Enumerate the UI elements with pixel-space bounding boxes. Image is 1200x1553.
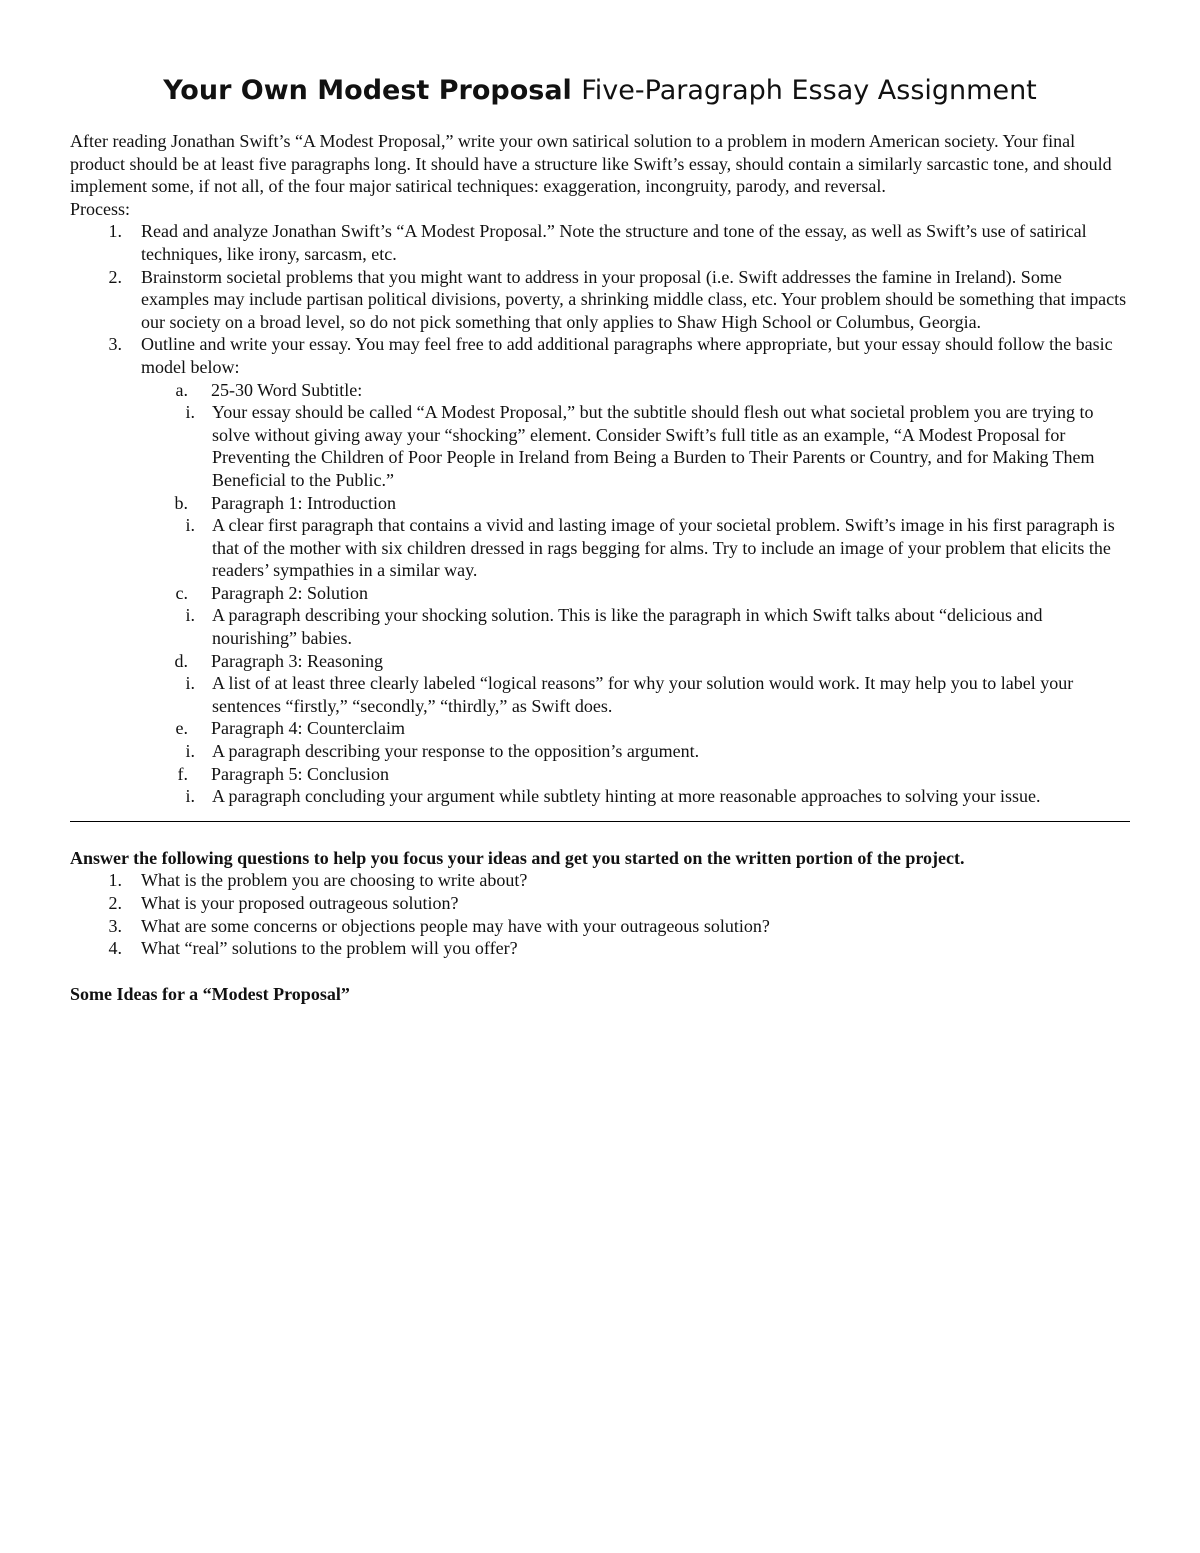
model-label: Paragraph 1: Introduction <box>211 492 396 513</box>
list-marker: d. <box>174 650 188 671</box>
section-divider <box>70 821 1130 822</box>
list-marker: f. <box>177 763 188 784</box>
ideas-heading: Some Ideas for a “Modest Proposal” <box>70 983 350 1004</box>
step-text: Read and analyze Jonathan Swift’s “A Modest Proposal.” Note the structure and tone of the essay, as well as Swift’s use of satirical techniques, like irony, sarcasm, etc. <box>141 221 1087 264</box>
model-detail-list <box>140 785 1130 808</box>
process-label: Process: <box>70 198 130 219</box>
detail-text: A paragraph describing your shocking solution. This is like the paragraph in which Swift talks about “delicious and nourishing” babies. <box>212 605 1043 649</box>
detail-text: A paragraph concluding your argument while subtlety hinting at more reasonable approaches to solving your issue. <box>212 786 1041 807</box>
list-marker: 3. <box>108 334 122 355</box>
list-marker: e. <box>175 718 188 739</box>
process-step <box>70 220 1130 265</box>
list-marker: i. <box>185 515 195 536</box>
model-item <box>140 379 1130 402</box>
detail-text: A paragraph describing your response to the opposition’s argument. <box>212 741 700 762</box>
question-text: What is your proposed outrageous solution? <box>141 893 459 913</box>
list-marker: i. <box>185 402 195 423</box>
intro-paragraph: After reading Jonathan Swift’s “A Modest Proposal,” write your own satirical solution to a problem in modern American society. Your final product should be at least five paragraphs long. It should have a structure like Swift’s essay, should contain a similarly sarcastic tone, and should implement some, if not all, of the four major satirical techniques: exaggeration, incongruity, parody, and reversal. <box>70 131 1112 197</box>
model-detail-list <box>140 740 1130 763</box>
model-item <box>140 763 1130 786</box>
question-text: What are some concerns or objections people may have with your outrageous solution? <box>141 915 770 936</box>
question-item <box>70 915 1130 938</box>
model-detail <box>140 604 1130 649</box>
process-step <box>70 266 1130 334</box>
model-detail <box>140 740 1130 763</box>
list-marker: 4. <box>108 938 122 959</box>
list-marker: 1. <box>108 221 122 242</box>
assignment-page <box>70 74 1130 1005</box>
title-bold: Your Own Modest Proposal <box>163 75 572 106</box>
essay-model-list <box>140 379 1130 808</box>
model-item <box>140 492 1130 515</box>
detail-text: A clear first paragraph that contains a vivid and lasting image of your societal problem. Swift’s image in his first paragraph is that of the mother with six children dressed in rags begging for alms. Try to include an image of your problem that elicits the readers’ sympathies in a similar way. <box>212 515 1115 581</box>
model-item <box>140 650 1130 673</box>
model-label: Paragraph 4: Counterclaim <box>211 718 405 739</box>
question-text: What is the problem you are choosing to write about? <box>141 870 528 891</box>
list-marker: c. <box>175 582 188 603</box>
title-subtitle: Five-Paragraph Essay Assignment <box>581 75 1037 106</box>
model-detail <box>140 785 1130 808</box>
list-marker: b. <box>174 492 188 513</box>
questions-heading: Answer the following questions to help you focus your ideas and get you started on the written portion of the project. <box>70 847 965 868</box>
model-label: 25-30 Word Subtitle: <box>211 379 363 400</box>
model-label: Paragraph 2: Solution <box>211 582 368 603</box>
model-item <box>140 717 1130 740</box>
model-detail <box>140 514 1130 582</box>
step-text: Outline and write your essay. You may feel free to add additional paragraphs where appropriate, but your essay should follow the basic model below: <box>141 334 1113 377</box>
question-item <box>70 869 1130 892</box>
detail-text: Your essay should be called “A Modest Proposal,” but the subtitle should flesh out what societal problem you are trying to solve without giving away your “shocking” element. Consider Swift’s full title as an example, “A Modest Proposal for Preventing the Children of Poor People in Ireland from Being a Burden to Their Parents or Country, and for Making Them Beneficial to the Public.” <box>212 402 1095 490</box>
model-label: Paragraph 3: Reasoning <box>211 650 383 671</box>
model-detail <box>140 672 1130 717</box>
list-marker: 2. <box>108 266 122 287</box>
list-marker: 3. <box>108 915 122 936</box>
question-text: What “real” solutions to the problem will you offer? <box>141 938 518 959</box>
step-text: Brainstorm societal problems that you might want to address in your proposal (i.e. Swift addresses the famine in Ireland). Some examples may include partisan political divisions, poverty, a shrinking middle class, etc. Your problem should be something that impacts our society on a broad level, so do not pick something that only applies to Shaw High School or Columbus, Georgia. <box>141 266 1127 332</box>
question-item <box>70 892 1130 915</box>
question-item <box>70 937 1130 960</box>
model-detail-list <box>140 514 1130 582</box>
list-marker: i. <box>185 673 195 694</box>
list-marker: 1. <box>108 870 122 891</box>
process-list <box>70 220 1130 807</box>
list-marker: a. <box>175 379 188 400</box>
model-detail-list <box>140 401 1130 491</box>
model-item <box>140 582 1130 605</box>
page-title <box>70 74 1130 108</box>
list-marker: 2. <box>108 893 122 913</box>
questions-list <box>70 869 1130 959</box>
model-detail <box>140 401 1130 491</box>
list-marker: i. <box>185 605 195 626</box>
model-detail-list <box>140 672 1130 717</box>
detail-text: A list of at least three clearly labeled “logical reasons” for why your solution would work. It may help you to label your sentences “firstly,” “secondly,” “thirdly,” as Swift does. <box>212 673 1074 716</box>
model-label: Paragraph 5: Conclusion <box>211 763 389 784</box>
list-marker: i. <box>185 741 195 762</box>
model-detail-list <box>140 604 1130 649</box>
process-step <box>70 333 1130 378</box>
list-marker: i. <box>185 786 195 807</box>
